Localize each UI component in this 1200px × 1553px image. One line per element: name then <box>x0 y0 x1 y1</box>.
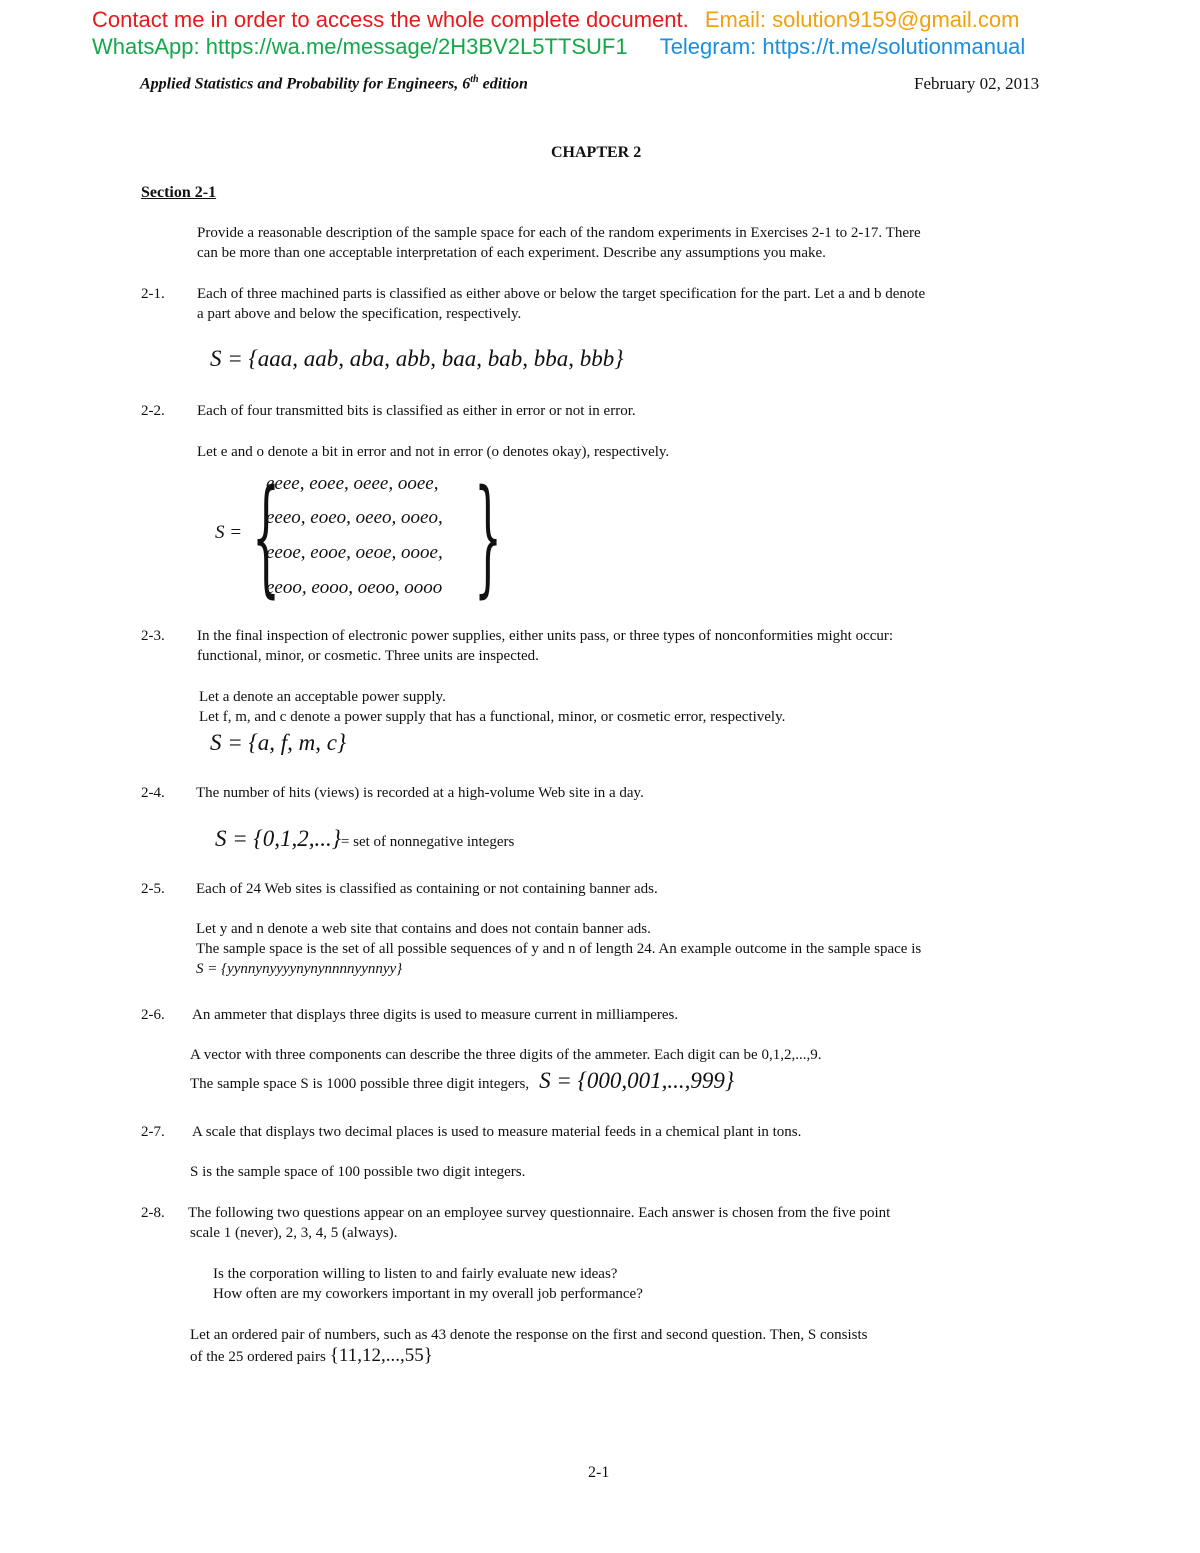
exercise-number: 2-1. <box>141 286 165 302</box>
exercise-text: a part above and below the specification, respectively. <box>197 306 522 322</box>
exercise-text: S is the sample space of 100 possible two digit integers. <box>190 1164 526 1180</box>
book-title-text: Applied Statistics and Probability for Engineers, 6 <box>140 75 471 93</box>
exercise-text: Each of four transmitted bits is classified as either in error or not in error. <box>197 403 636 419</box>
exercise-text: An ammeter that displays three digits is used to measure current in milliamperes. <box>192 1007 679 1023</box>
intro-line-2: can be more than one acceptable interpretation of each experiment. Describe any assumptions you make. <box>197 245 826 261</box>
exercise-text: Each of three machined parts is classified as either above or below the target specification for the part. Let a and b denote <box>197 286 926 302</box>
exercise-number: 2-5. <box>141 881 165 897</box>
sample-space-formula: S = {000,001,...,999} <box>539 1068 735 1093</box>
exercise-text: Each of 24 Web sites is classified as containing or not containing banner ads. <box>196 881 658 897</box>
sample-space-formula: S = {a, f, m, c} <box>210 730 347 755</box>
exercise-number: 2-6. <box>141 1007 165 1023</box>
sample-space-formula-line <box>190 1068 734 1094</box>
telegram-link[interactable]: Telegram: https://t.me/solutionmanual <box>659 34 1026 59</box>
page-number: 2-1 <box>588 1464 610 1481</box>
exercise-text: functional, minor, or cosmetic. Three units are inspected. <box>197 648 539 664</box>
sample-space-label: S = <box>215 522 243 543</box>
whatsapp-link[interactable]: WhatsApp: https://wa.me/message/2H3BV2L5TTSUF1 <box>92 34 628 59</box>
exercise-number: 2-7. <box>141 1124 165 1140</box>
book-title <box>140 74 528 93</box>
exercise-text: A scale that displays two decimal places is used to measure material feeds in a chemical plant in tons. <box>192 1124 802 1140</box>
intro-line-1: Provide a reasonable description of the sample space for each of the random experiments in Exercises 2-1 to 2-17. There <box>197 225 921 241</box>
exercise-text: The sample space is the set of all possible sequences of y and n of length 24. An example outcome in the sample space is <box>196 941 922 957</box>
formula-lead-text: of the 25 ordered pairs <box>190 1349 326 1365</box>
exercise-number: 2-3. <box>141 628 165 644</box>
exercise-text: Let an ordered pair of numbers, such as 43 denote the response on the first and second question. Then, S consists <box>190 1327 868 1343</box>
exercise-number: 2-2. <box>141 403 165 419</box>
email-link[interactable]: Email: solution9159@gmail.com <box>704 7 1020 32</box>
exercise-text: The number of hits (views) is recorded at a high-volume Web site in a day. <box>196 785 644 801</box>
exercise-let-statement: Let e and o denote a bit in error and not in error (o denotes okay), respectively. <box>197 444 670 460</box>
document-date: February 02, 2013 <box>914 74 1040 93</box>
formula-lead-text: The sample space S is 1000 possible three digit integers, <box>190 1076 530 1092</box>
contact-banner-line <box>92 7 1019 33</box>
sample-space-formula: S = {0,1,2,...} <box>215 826 341 851</box>
exercise-text: In the final inspection of electronic power supplies, either units pass, or three types of nonconformities might occur: <box>197 628 894 644</box>
left-brace-icon: { <box>252 463 281 610</box>
exercise-let-statement: Let f, m, and c denote a power supply that has a functional, minor, or cosmetic error, respectively. <box>199 709 786 725</box>
matrix-row: eeee, eoee, oeee, ooee, <box>266 473 439 494</box>
exercise-number: 2-8. <box>141 1205 165 1221</box>
formula-description: = set of nonnegative integers <box>340 834 515 850</box>
matrix-row: eeoo, eooo, oeoo, oooo <box>266 577 443 598</box>
example-outcome: S = {yynnynyyyynynynnnnyynnyy} <box>196 961 403 977</box>
exercise-let-statement: Let a denote an acceptable power supply. <box>199 689 446 705</box>
exercise-let-statement: Let y and n denote a web site that contains and does not contain banner ads. <box>196 921 651 937</box>
exercise-text: scale 1 (never), 2, 3, 4, 5 (always). <box>190 1225 398 1241</box>
section-heading: Section 2-1 <box>141 184 217 201</box>
sample-space-formula-line <box>190 1345 433 1367</box>
right-brace-icon: } <box>474 463 503 610</box>
chapter-heading: CHAPTER 2 <box>551 144 642 161</box>
matrix-row: eeoe, eooe, oeoe, oooe, <box>266 542 443 563</box>
messaging-banner-line <box>92 34 1025 60</box>
exercise-text: The following two questions appear on an employee survey questionnaire. Each answer is chosen from the five point <box>188 1205 891 1221</box>
edition-superscript: th <box>470 74 479 85</box>
exercise-number: 2-4. <box>141 785 165 801</box>
sample-space-formula: {11,12,...,55} <box>329 1345 433 1366</box>
sample-space-formula: S = {aaa, aab, aba, abb, baa, bab, bba, bbb} <box>210 346 624 371</box>
sample-space-formula-line <box>215 826 514 852</box>
contact-text: Contact me in order to access the whole complete document. <box>92 7 689 32</box>
survey-question: Is the corporation willing to listen to and fairly evaluate new ideas? <box>213 1266 618 1282</box>
survey-question: How often are my coworkers important in my overall job performance? <box>213 1286 643 1302</box>
edition-word: edition <box>478 75 528 93</box>
exercise-text: A vector with three components can describe the three digits of the ammeter. Each digit can be 0,1,2,...,9. <box>190 1047 822 1063</box>
matrix-row: eeeo, eoeo, oeeo, ooeo, <box>266 507 443 528</box>
